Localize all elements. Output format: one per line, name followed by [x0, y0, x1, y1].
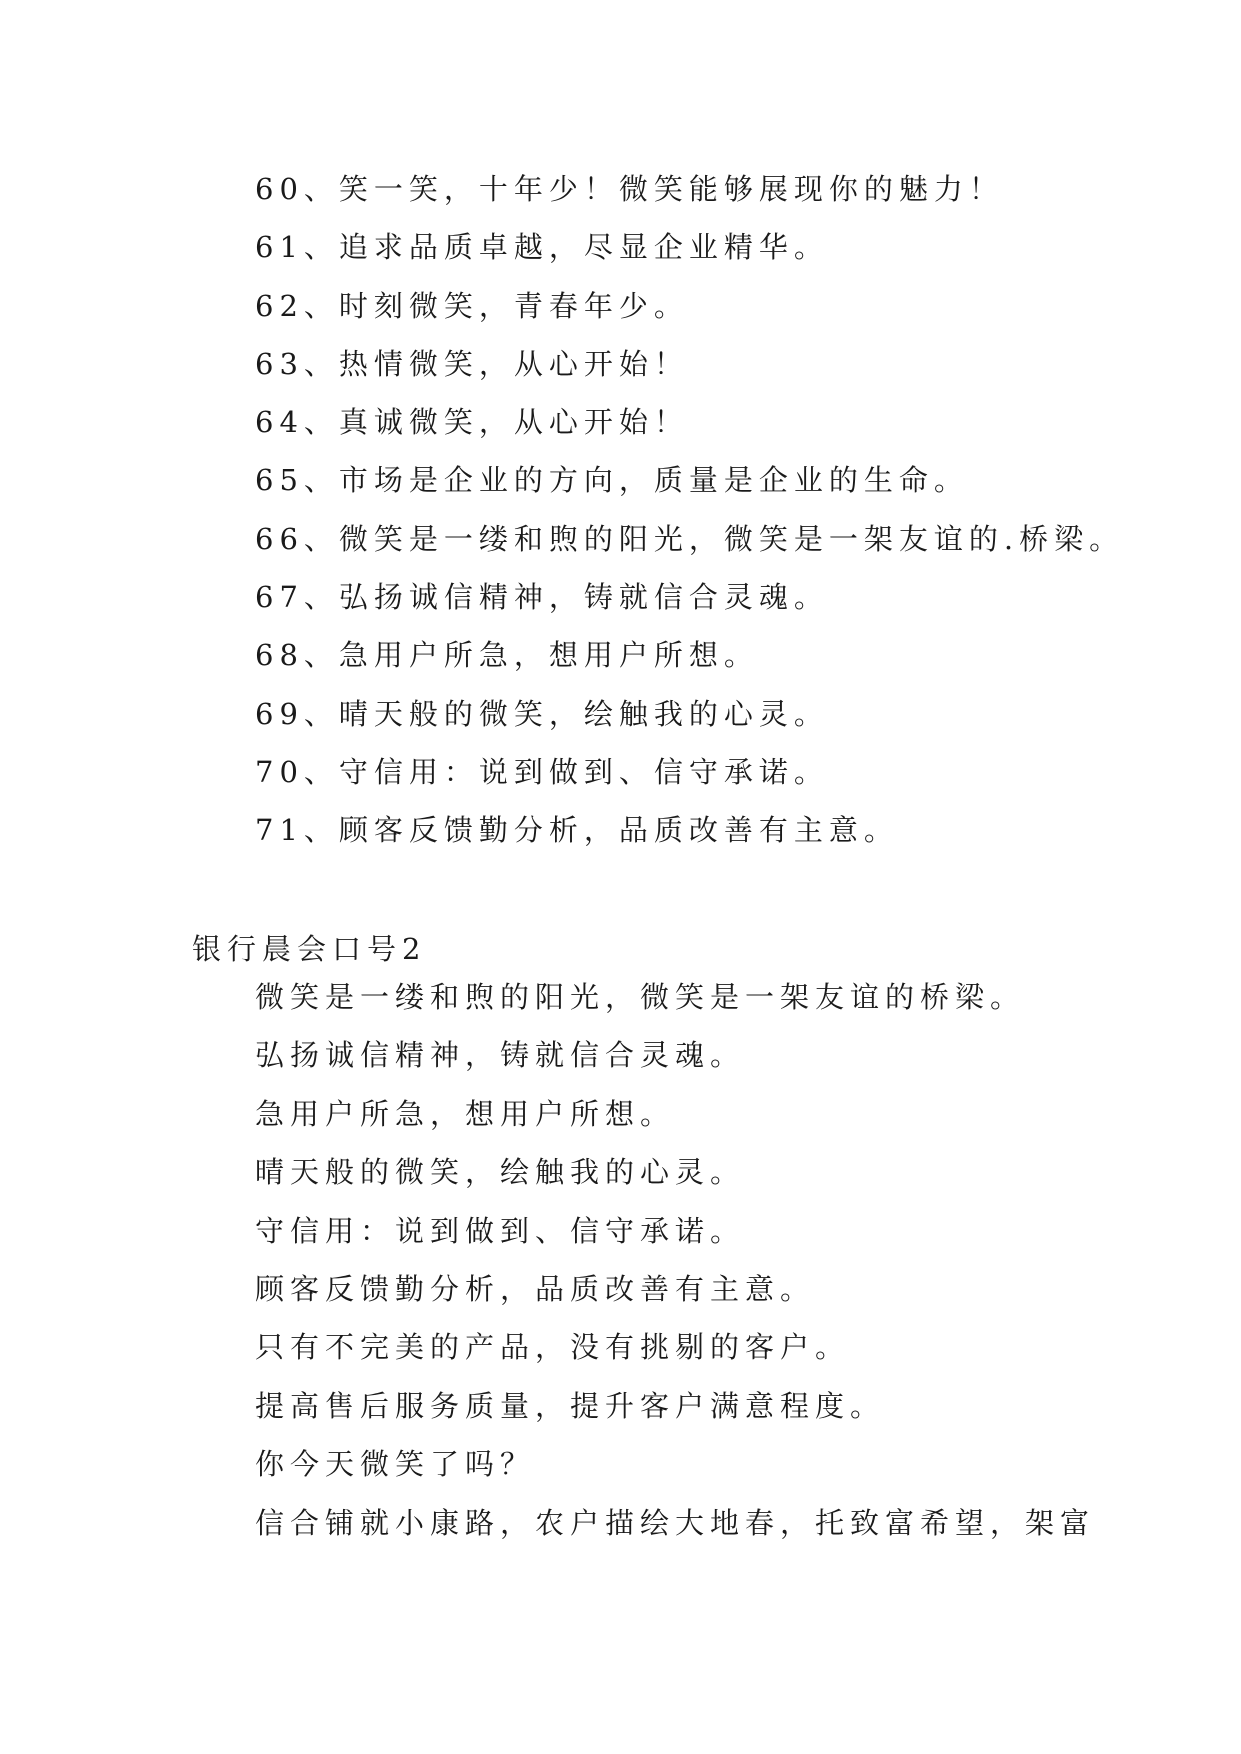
list-item: 68、急用户所急，想用户所想。 — [255, 638, 759, 673]
slogan-list — [255, 968, 1095, 1552]
section-heading: 银行晨会口号2 — [192, 932, 427, 966]
list-item: 信合铺就小康路，农户描绘大地春，托致富希望，架富 — [255, 1505, 1096, 1540]
list-item: 69、晴天般的微笑，绘触我的心灵。 — [255, 696, 829, 731]
list-item: 晴天般的微笑，绘触我的心灵。 — [255, 1155, 746, 1190]
list-item: 62、时刻微笑，青春年少。 — [255, 288, 689, 323]
list-item: 64、真诚微笑，从心开始！ — [255, 405, 689, 440]
list-item: 61、追求品质卓越，尽显企业精华。 — [255, 230, 829, 265]
list-item: 微笑是一缕和煦的阳光，微笑是一架友谊的桥梁。 — [255, 980, 1026, 1014]
list-item: 60、笑一笑，十年少！微笑能够展现你的魅力！ — [255, 172, 1004, 206]
list-item: 守信用：说到做到、信守承诺。 — [255, 1213, 746, 1248]
list-item: 67、弘扬诚信精神，铸就信合灵魂。 — [255, 580, 829, 615]
list-item: 顾客反馈勤分析，品质改善有主意。 — [255, 1271, 816, 1306]
list-item: 71、顾客反馈勤分析，品质改善有主意。 — [255, 813, 899, 848]
list-item: 弘扬诚信精神，铸就信合灵魂。 — [255, 1038, 746, 1073]
list-item: 提高售后服务质量，提升客户满意程度。 — [255, 1388, 886, 1423]
list-item: 66、微笑是一缕和煦的阳光，微笑是一架友谊的.桥梁。 — [255, 521, 1125, 556]
list-item: 70、守信用：说到做到、信守承诺。 — [255, 754, 829, 789]
slogan-list-numbered — [255, 160, 1124, 860]
list-item: 急用户所急，想用户所想。 — [255, 1096, 676, 1131]
list-item: 63、热情微笑，从心开始！ — [255, 346, 689, 381]
list-item: 65、市场是企业的方向，质量是企业的生命。 — [255, 463, 969, 498]
list-item: 你今天微笑了吗？ — [255, 1447, 536, 1482]
list-item: 只有不完美的产品，没有挑剔的客户。 — [255, 1330, 851, 1365]
